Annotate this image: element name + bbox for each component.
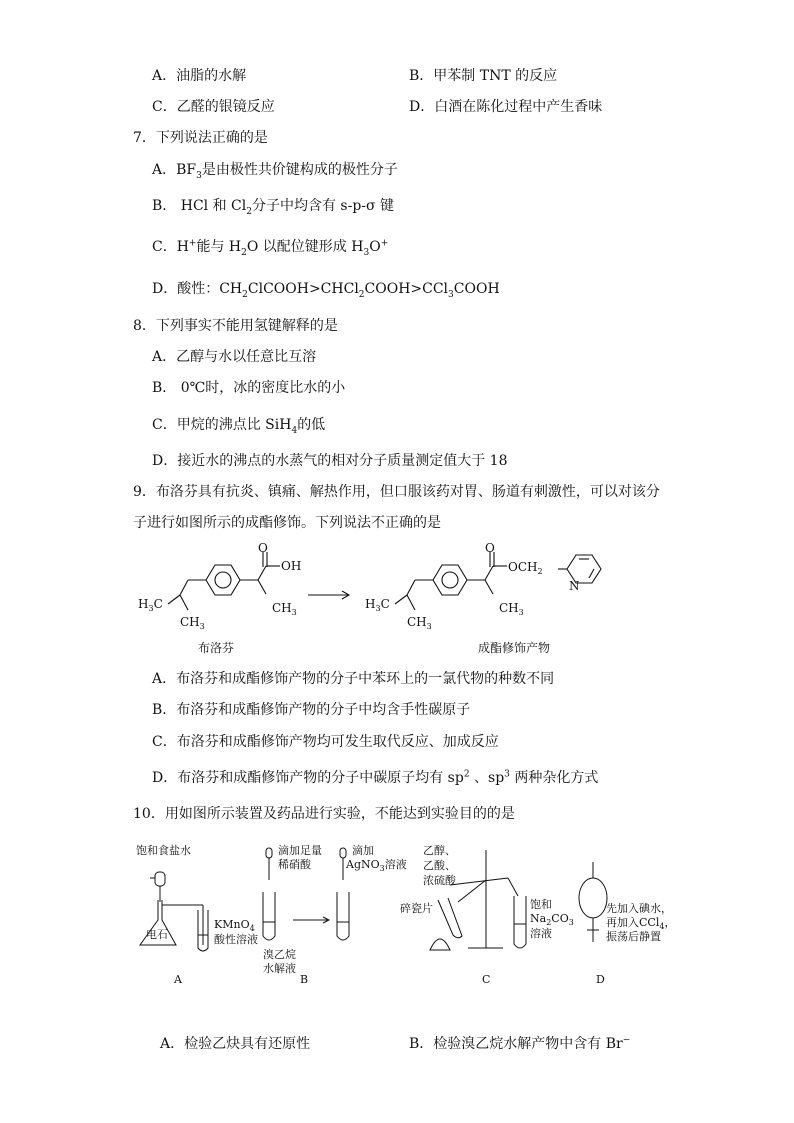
fig-a-water-label: 饱和食盐水 xyxy=(136,844,191,857)
ester-product-caption: 成酯修饰产物 xyxy=(478,641,551,655)
fig-label-b: B xyxy=(300,973,309,986)
q9-option-c: C．布洛芬和成酯修饰产物均可发生取代反应、加成反应 xyxy=(152,734,499,750)
fig-c-solution: 溶液 xyxy=(530,927,552,940)
fig-b-hydrolysate-2: 水解液 xyxy=(263,962,296,975)
q9-option-a: A．布洛芬和成酯修饰产物的分子中苯环上的一氯代物的种数不同 xyxy=(152,671,555,687)
q7-option-b: B． HCl 和 $Cl_2$分子中均含有 s-p-σ 键 xyxy=(152,198,395,217)
ch3-right-2: $CH_3$ xyxy=(499,601,524,617)
o-right: O xyxy=(485,541,495,555)
q7-stem: 7．下列说法正确的是 xyxy=(133,130,268,146)
fig-b-add-acid-1: 滴加足量 xyxy=(278,844,322,857)
fig-d-label-1: 先加入碘水， xyxy=(606,902,672,915)
q6-option-b: B．甲苯制 TNT 的反应 xyxy=(409,68,558,84)
fig-d-label-3: 振荡后静置 xyxy=(606,930,661,943)
fig-a-stone-label: 电石 xyxy=(146,928,168,941)
fig-label-c: C xyxy=(482,973,491,986)
ch3-right-1: $CH_3$ xyxy=(407,615,432,631)
q10-stem: 10．用如图所示装置及药品进行实验，不能达到实验目的的是 xyxy=(133,806,515,822)
fig-b-hydrolysate-1: 溴乙烷 xyxy=(263,948,296,961)
q7-option-a: A．$BF_3$是由极性共价键构成的极性分子 xyxy=(152,162,398,181)
ibuprofen-caption: 布洛芬 xyxy=(198,641,235,655)
q8-option-c: C．甲烷的沸点比 SiH$_4$的低 xyxy=(152,417,326,436)
fig-c-na2co3: $Na_2CO_3$ xyxy=(530,912,574,927)
oh-left: OH xyxy=(281,559,302,573)
fig-label-a: A xyxy=(174,973,182,986)
q9-stem-line2: 子进行如图所示的成酯修饰。下列说法不正确的是 xyxy=(133,515,441,531)
q6-option-d: D．白酒在陈化过程中产生香味 xyxy=(409,99,603,115)
q8-stem: 8．下列事实不能用氢键解释的是 xyxy=(133,318,338,334)
q7-option-d: D．酸性：$CH_2ClCOOH>CHCl_2COOH>CCl_3COOH$ xyxy=(152,281,500,300)
pyridine-n: N xyxy=(569,579,580,593)
q8-option-d: D．接近水的沸点的水蒸气的相对分子质量测定值大于 18 xyxy=(152,453,508,469)
funnel-a xyxy=(155,872,165,886)
fig-c-label-3: 浓硫酸 xyxy=(423,874,456,887)
fig-c-label-2: 乙酸、 xyxy=(423,859,456,872)
fig-b-add-agno3-1: 滴加 xyxy=(352,844,374,857)
fig-d-label-2: 再加入CCl$_4$， xyxy=(606,916,676,931)
q7-option-c: C．H+能与 $H_2O$ 以配位键形成 $H_3O^+$ xyxy=(152,238,389,258)
ch3-left-1: $CH_3$ xyxy=(180,615,205,631)
q6-option-a: A．油脂的水解 xyxy=(152,68,247,84)
h3c-right: $H_3C$ xyxy=(365,597,390,613)
fig-a-kmno4-label: KMnO$_4$ xyxy=(214,918,255,933)
q9-option-d: D．布洛芬和成酯修饰产物的分子中碳原子均有 $sp^2$ 、$sp^3$ 两种杂化方式 xyxy=(152,769,599,786)
q8-option-b: B． 0℃时，冰的密度比水的小 xyxy=(152,380,346,396)
q8-option-a: A．乙醇与水以任意比互溶 xyxy=(152,349,317,365)
h3c-left: $H_3C$ xyxy=(138,597,163,613)
q10-option-a: A．检验乙炔具有还原性 xyxy=(160,1036,311,1052)
fig-b-add-agno3-2: AgNO$_3$溶液 xyxy=(346,858,407,873)
ch3-left-2: $CH_3$ xyxy=(272,601,297,617)
q10-option-b: B．检验溴乙烷水解产物中含有 Br− xyxy=(409,1035,631,1052)
o-left: O xyxy=(258,541,268,555)
fig-a-acid-label: 酸性溶液 xyxy=(214,933,258,946)
fig-c-sat: 饱和 xyxy=(530,898,552,911)
fig-c-label-1: 乙醇、 xyxy=(423,844,456,857)
fig-label-d: D xyxy=(596,973,605,986)
q9-stem-line1: 9．布洛芬具有抗炎、镇痛、解热作用，但口服该药对胃、肠道有刺激性，可以对该分 xyxy=(133,484,660,500)
fig-b-add-acid-2: 稀硝酸 xyxy=(278,858,311,871)
q6-option-c: C．乙醛的银镜反应 xyxy=(152,99,275,115)
q10-apparatus-figure xyxy=(128,840,708,990)
fig-c-chips: 碎瓷片 xyxy=(400,902,433,915)
q9-option-b: B．布洛芬和成酯修饰产物的分子中均含手性碳原子 xyxy=(152,702,471,718)
ibuprofen-esterification-diagram xyxy=(130,540,610,660)
och2-right: $OCH_2$ xyxy=(508,560,543,576)
